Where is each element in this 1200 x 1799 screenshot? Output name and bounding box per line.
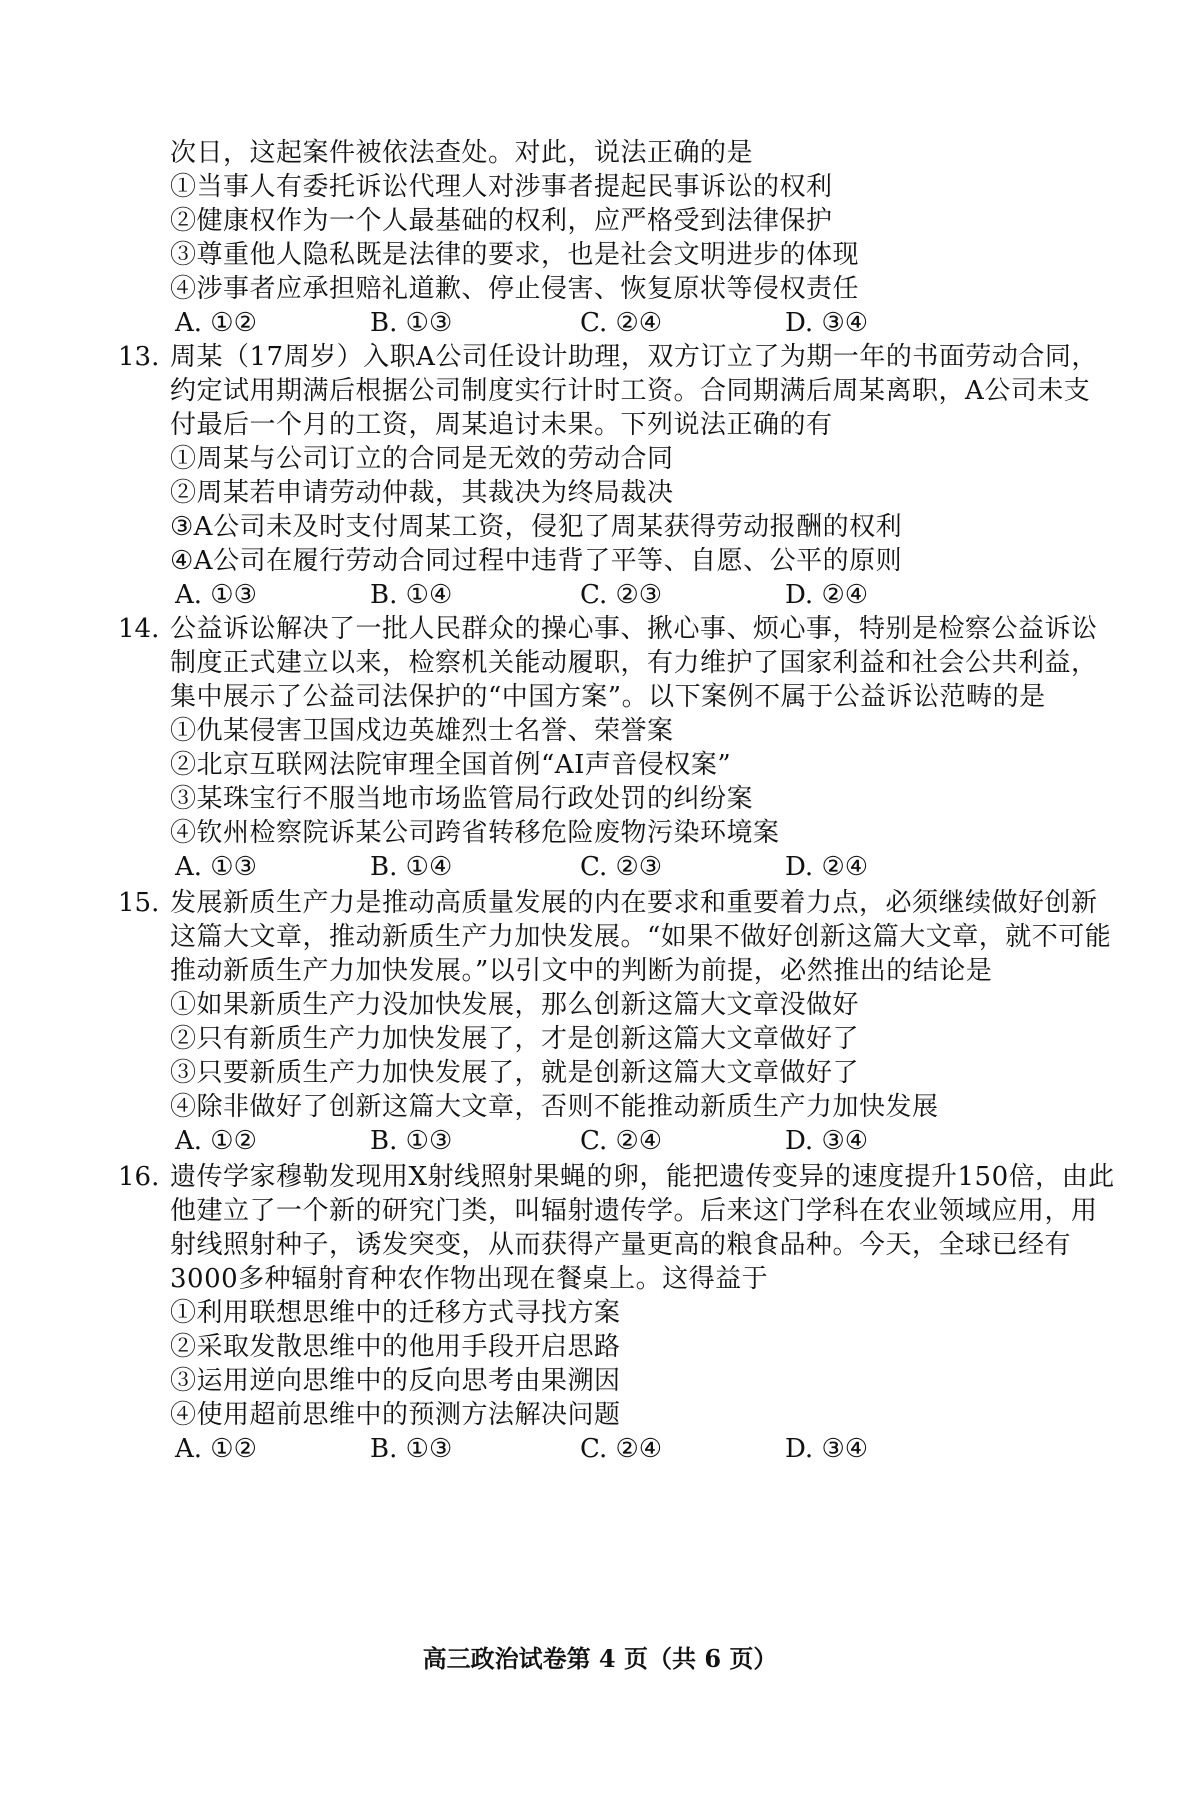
question-number: 15. [118, 888, 160, 918]
option-3: ③尊重他人隐私既是法律的要求，也是社会文明进步的体现 [170, 240, 860, 270]
option-3: ③运用逆向思维中的反向思考由果溯因 [170, 1366, 621, 1396]
option-1: ①周某与公司订立的合同是无效的劳动合同 [170, 444, 674, 474]
question-number: 16. [118, 1162, 160, 1192]
option-2: ②健康权作为一个人最基础的权利，应严格受到法律保护 [170, 206, 833, 236]
choice-b: B. ①③ [370, 308, 453, 338]
option-2: ②只有新质生产力加快发展了，才是创新这篇大文章做好了 [170, 1024, 860, 1054]
option-4: ④使用超前思维中的预测方法解决问题 [170, 1400, 621, 1430]
answer-choices [175, 850, 975, 884]
option-1: ①当事人有委托诉讼代理人对涉事者提起民事诉讼的权利 [170, 172, 833, 202]
choice-d: D. ②④ [785, 580, 869, 610]
option-2: ②周某若申请劳动仲裁，其裁决为终局裁决 [170, 478, 674, 508]
choice-c: C. ②④ [580, 1126, 663, 1156]
question-stem-line: 射线照射种子，诱发突变，从而获得产量更高的粮食品种。今天，全球已经有 [170, 1230, 1072, 1260]
option-3: ③某珠宝行不服当地市场监管局行政处罚的纠纷案 [170, 784, 754, 814]
question-stem-line: 约定试用期满后根据公司制度实行计时工资。合同期满后周某离职，A公司未支 [170, 376, 1091, 406]
choice-a: A. ①③ [175, 852, 257, 882]
answer-choices [175, 306, 975, 340]
question-stem-line: 推动新质生产力加快发展。”以引文中的判断为前提，必然推出的结论是 [170, 956, 993, 986]
option-3: ③只要新质生产力加快发展了，就是创新这篇大文章做好了 [170, 1058, 860, 1088]
page-footer: 高三政治试卷第 4 页（共 6 页） [422, 1644, 778, 1673]
choice-d: D. ③④ [785, 1126, 869, 1156]
question-stem-line: 次日，这起案件被依法查处。对此，说法正确的是 [170, 138, 754, 168]
option-2: ②北京互联网法院审理全国首例“AI声音侵权案” [170, 750, 732, 780]
choice-b: B. ①③ [370, 1434, 453, 1464]
question-stem-line: 公益诉讼解决了一批人民群众的操心事、揪心事、烦心事，特别是检察公益诉讼 [170, 614, 1098, 644]
option-1: ①仇某侵害卫国戍边英雄烈士名誉、荣誉案 [170, 716, 674, 746]
choice-d: D. ③④ [785, 1434, 869, 1464]
choice-a: A. ①② [175, 1126, 257, 1156]
choice-b: B. ①③ [370, 1126, 453, 1156]
choice-a: A. ①③ [175, 580, 257, 610]
choice-b: B. ①④ [370, 580, 453, 610]
option-3: ③A公司未及时支付周某工资，侵犯了周某获得劳动报酬的权利 [170, 512, 903, 542]
choice-b: B. ①④ [370, 852, 453, 882]
option-1: ①利用联想思维中的迁移方式寻找方案 [170, 1298, 621, 1328]
choice-a: A. ①② [175, 308, 257, 338]
choice-c: C. ②③ [580, 852, 663, 882]
option-1: ①如果新质生产力没加快发展，那么创新这篇大文章没做好 [170, 990, 860, 1020]
question-number: 14. [118, 614, 160, 644]
question-stem-line: 3000多种辐射育种农作物出现在餐桌上。这得益于 [170, 1264, 769, 1294]
question-stem-line: 这篇大文章，推动新质生产力加快发展。“如果不做好创新这篇大文章，就不可能 [170, 922, 1112, 952]
question-stem-line: 集中展示了公益司法保护的“中国方案”。以下案例不属于公益诉讼范畴的是 [170, 682, 1046, 712]
question-stem-line: 付最后一个月的工资，周某追讨未果。下列说法正确的有 [170, 410, 833, 440]
question-stem-line: 发展新质生产力是推动高质量发展的内在要求和重要着力点，必须继续做好创新 [170, 888, 1098, 918]
question-stem-line: 他建立了一个新的研究门类，叫辐射遗传学。后来这门学科在农业领域应用，用 [170, 1196, 1098, 1226]
option-2: ②采取发散思维中的他用手段开启思路 [170, 1332, 621, 1362]
choice-a: A. ①② [175, 1434, 257, 1464]
choice-c: C. ②④ [580, 308, 663, 338]
choice-d: D. ③④ [785, 308, 869, 338]
question-stem-line: 遗传学家穆勒发现用X射线照射果蝇的卵，能把遗传变异的速度提升150倍，由此 [170, 1162, 1115, 1192]
option-4: ④涉事者应承担赔礼道歉、停止侵害、恢复原状等侵权责任 [170, 274, 860, 304]
question-number: 13. [118, 342, 160, 372]
choice-c: C. ②③ [580, 580, 663, 610]
question-stem-line: 周某（17周岁）入职A公司任设计助理，双方订立了为期一年的书面劳动合同， [170, 342, 1098, 372]
option-4: ④除非做好了创新这篇大文章，否则不能推动新质生产力加快发展 [170, 1092, 939, 1122]
question-stem-line: 制度正式建立以来，检察机关能动履职，有力维护了国家利益和社会公共利益， [170, 648, 1098, 678]
choice-d: D. ②④ [785, 852, 869, 882]
answer-choices [175, 578, 975, 612]
option-4: ④钦州检察院诉某公司跨省转移危险废物污染环境案 [170, 818, 780, 848]
answer-choices [175, 1124, 975, 1158]
answer-choices [175, 1432, 975, 1466]
choice-c: C. ②④ [580, 1434, 663, 1464]
option-4: ④A公司在履行劳动合同过程中违背了平等、自愿、公平的原则 [170, 546, 903, 576]
